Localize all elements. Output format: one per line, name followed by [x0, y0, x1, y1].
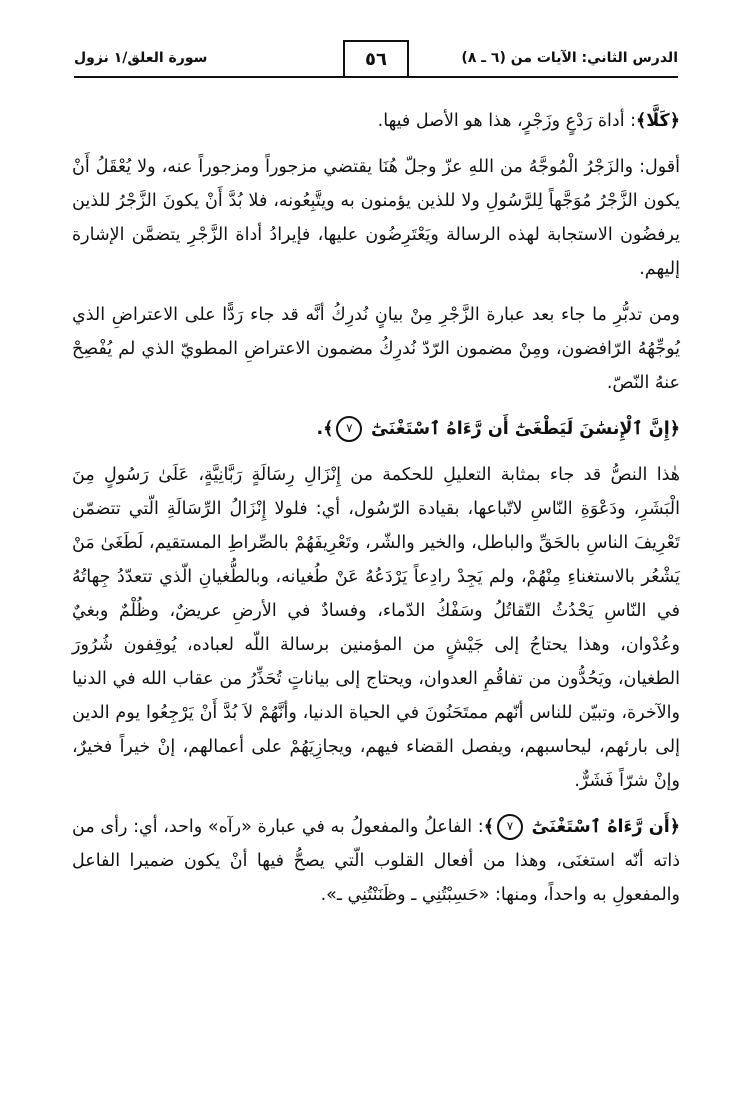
quran-verse: ﴿أَن رَّءَاهُ ٱسْتَغْنَىٰٓ — [531, 817, 680, 837]
quran-verse-end: ﴾. — [316, 419, 334, 439]
quran-verse: ﴿إِنَّ ٱلْإِنسَٰنَ لَيَطْغَىٰٓ أَن رَّءَاهُ ٱسْتَغْنَىٰٓ — [370, 419, 680, 439]
lesson-title: الدرس الثاني: الآيات من (٦ ـ ٨) — [461, 50, 678, 66]
paragraph-1 — [72, 104, 680, 138]
paragraph-5: هٰذا النصُّ قد جاء بمثابة التعليلِ للحكمة من إِنْزَالِ رِسَالَةٍ رَبَّانِيَّةٍ، عَلَىٰ رَسُولٍ مِنَ الْبَشَرِ، ودَعْوَةِ النّاسِ لاتّباعها، بقيادة الرّسُول، أي: فلولا إِنْزَالُ الرِّسَالَةِ الّتي تتضمّن تَعْرِيفَ الناسِ بالحَقِّ والباطل، والخير والشّر، وتَعْرِيفَهُمْ بالصِّراطِ المستقيم، لَطَغَىٰ مَنْ يَشْعُر بالاستغناءِ مِنْهُمْ، ولم يَجِدْ رادِعاً يَرْدَعُهُ عَنْ طُغيانه، وبالطُّغيانِ الّذي تتعدّدُ جِهاتُهُ في النّاسِ يَحْدُثُ التّقاتُلُ وسَفْكُ الدّماء، وفسادٌ في الأرضِ عريضٌ، وظُلْمٌ وبغيٌ وعُدْوان، وهذا يحتاجُ إلى جَيْشٍ من المؤمنين برسالة اللّه لعباده، يُوقِفون شُرُورَ الطغيان، ويَحُدُّون من تفاقُمِ العدوان، ويحتاج إلى بياناتٍ تُحَذِّرُ من عقاب الله في الدنيا والآخرة، وتبيّن للناس أنّهم ممتَحَنُونَ في الحياة الدنيا، وأنَّهُمْ لاَ بُدَّ أَنْ يَرْجِعُوا يوم الدين إلى بارئهم، ليحاسبهم، ويفصل القضاء فيهم، ويجازِيَهُمْ على أعمالهم، إنْ خيراً فخيرٌ، وإنْ شرّاً فَشَرٌّ. — [72, 465, 680, 791]
paragraph-2: أقول: والزَجْرُ الْمُوجَّهُ من اللهِ عزّ وجلّ هُنَا يقتضي مزجوراً ومزجوراً عنه، ولا يُعْقَلُ أَنْ يكون الزَّجْرُ مُوَجَّهاً لِلرَّسُولِ ولا للذين يؤمنون به ويتَّبِعُونه، فلا بُدَّ أَنْ يكونَ الزَّجْرُ للذين يرفضُون الاستجابة لهذه الرسالة ويَعْتَرِضُون عليها، فإيرادُ أداة الزَّجْرِ يتضمَّن الإشارة إليهم. — [72, 157, 680, 279]
paragraph-text: : الفاعلُ والمفعولُ به في عبارة «رآه» واحد، أي: رأى من ذاته أنّه استغنَى، وهذا من أفعال القلوب الّتي يصحُّ فيها أنْ يكون ضميرا الفاعل والمفعولِ به واحداً، ومنها: «حَسِبْتُنِي ـ وظَنَنْتُنِي ـ». — [72, 817, 680, 905]
page-body — [72, 104, 680, 924]
surah-title: سورة العلق/١ نزول — [74, 50, 208, 66]
paragraph-text: : أداة رَدْعٍ وزَجْرٍ، هذا هو الأصل فيها. — [377, 111, 637, 131]
quran-verse-end: ﴾ — [483, 817, 494, 837]
quran-quote: ﴿كَلَّا﴾ — [636, 111, 680, 131]
page-number: ٥٦ — [343, 40, 409, 76]
paragraph-4 — [72, 412, 680, 446]
paragraph-3: ومن تدبُّرِ ما جاء بعد عبارة الزَّجْرِ مِنْ بيانٍ نُدرِكُ أنَّه قد جاء رَدًّا على الاعتراضِ الذي يُوجِّهُهُ الرّافضون، ومِنْ مضمون الرّدّ نُدرِكُ مضمون الاعتراضِ المطويّ الذي لم يُفْصِحْ عنهُ النّصّ. — [72, 305, 680, 393]
ayah-number-icon: ٧ — [497, 814, 523, 840]
ayah-number-icon: ٧ — [336, 416, 362, 442]
paragraph-6 — [72, 810, 680, 912]
